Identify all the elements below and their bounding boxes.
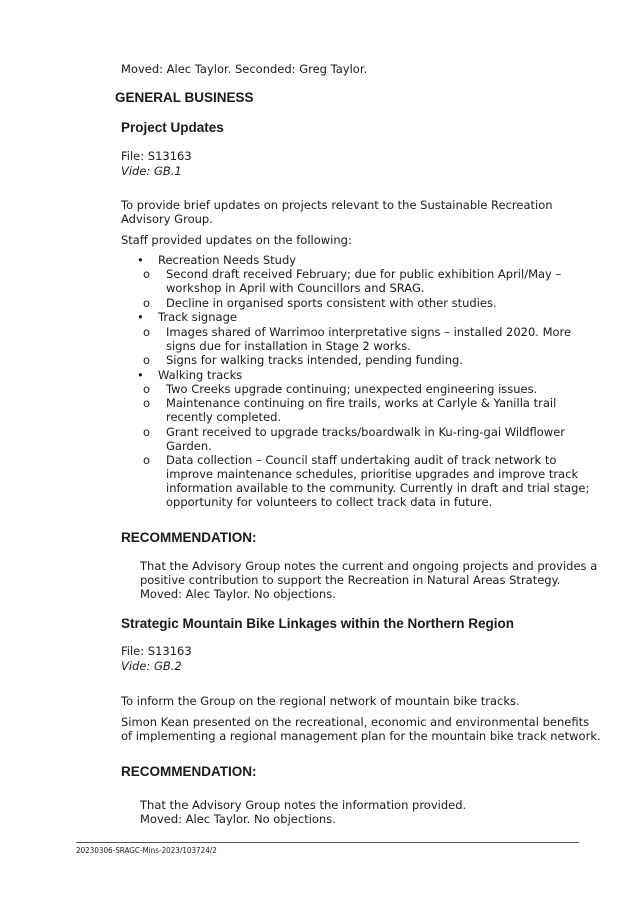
footer-divider <box>76 842 579 843</box>
sub-bullet-line: workshop in April with Councillors and SRAG. <box>166 281 425 295</box>
item2-file: File: S13163 <box>121 644 192 658</box>
bullet-marker: • <box>137 253 144 267</box>
item1-intro: Staff provided updates on the following: <box>121 233 352 247</box>
item2-vide: Vide: GB.2 <box>121 659 182 673</box>
bullet-label: Track signage <box>158 310 237 324</box>
item1-file: File: S13163 <box>121 149 192 163</box>
item1-purpose-line1: To provide brief updates on projects relevant to the Sustainable Recreation <box>121 198 553 212</box>
item2-purpose: To inform the Group on the regional network of mountain bike tracks. <box>121 694 520 708</box>
item1-title: Project Updates <box>121 120 224 135</box>
sub-bullet-line: Second draft received February; due for public exhibition April/May – <box>166 267 562 281</box>
sub-bullet-line: improve maintenance schedules, prioritise upgrades and improve track <box>166 467 579 481</box>
item2-recommendation-heading: RECOMMENDATION: <box>121 764 257 779</box>
item2-recommendation-line1: That the Advisory Group notes the information provided. <box>140 798 467 812</box>
sub-bullet-line: Grant received to upgrade tracks/boardwalk in Ku-ring-gai Wildflower <box>166 425 566 439</box>
sub-bullet-line: Maintenance continuing on fire trails, works at Carlyle & Yanilla trail <box>166 396 557 410</box>
item1-vide: Vide: GB.1 <box>121 164 182 178</box>
item1-recommendation-heading: RECOMMENDATION: <box>121 530 257 545</box>
footer-reference: 20230306-SRAGC-Mins-2023/103724/2 <box>76 846 217 855</box>
sub-bullet-line: Data collection – Council staff undertaking audit of track network to <box>166 453 557 467</box>
sub-bullet-line: Garden. <box>166 439 212 453</box>
bullet-marker: • <box>137 310 144 324</box>
sub-bullet-line: recently completed. <box>166 410 282 424</box>
sub-bullet-marker: o <box>143 296 151 310</box>
sub-bullet-line: signs due for installation in Stage 2 works. <box>166 339 411 353</box>
sub-bullet-marker: o <box>143 382 151 396</box>
item2-title: Strategic Mountain Bike Linkages within the Northern Region <box>121 616 515 631</box>
sub-bullet-line: Decline in organised sports consistent with other studies. <box>166 296 497 310</box>
sub-bullet-line: information available to the community. Currently in draft and trial stage; <box>166 481 590 495</box>
item1-purpose-line2: Advisory Group. <box>121 212 213 226</box>
sub-bullet-marker: o <box>143 267 151 281</box>
sub-bullet-marker: o <box>143 353 151 367</box>
item2-presented-line1: Simon Kean presented on the recreational, economic and environmental benefits <box>121 715 590 729</box>
sub-bullet-line: opportunity for volunteers to collect track data in future. <box>166 495 493 509</box>
item2-presented-line2: of implementing a regional management plan for the mountain bike track network. <box>121 729 601 743</box>
item2-moved-line: Moved: Alec Taylor. No objections. <box>140 812 336 826</box>
bullet-marker: • <box>137 368 144 382</box>
item1-recommendation-line2: positive contribution to support the Recreation in Natural Areas Strategy. <box>140 573 561 587</box>
item1-recommendation-line1: That the Advisory Group notes the current and ongoing projects and provides a <box>140 559 598 573</box>
bullet-label: Recreation Needs Study <box>158 253 297 267</box>
item1-moved-line: Moved: Alec Taylor. No objections. <box>140 587 336 601</box>
sub-bullet-line: Images shared of Warrimoo interpretative signs – installed 2020. More <box>166 325 572 339</box>
sub-bullet-marker: o <box>143 325 151 339</box>
bullet-label: Walking tracks <box>158 368 243 382</box>
moved-seconded-line: Moved: Alec Taylor. Seconded: Greg Taylor. <box>121 62 368 76</box>
sub-bullet-line: Signs for walking tracks intended, pending funding. <box>166 353 463 367</box>
sub-bullet-marker: o <box>143 425 151 439</box>
sub-bullet-marker: o <box>143 396 151 410</box>
section-heading: GENERAL BUSINESS <box>115 90 254 105</box>
sub-bullet-line: Two Creeks upgrade continuing; unexpected engineering issues. <box>166 382 538 396</box>
sub-bullet-marker: o <box>143 453 151 467</box>
